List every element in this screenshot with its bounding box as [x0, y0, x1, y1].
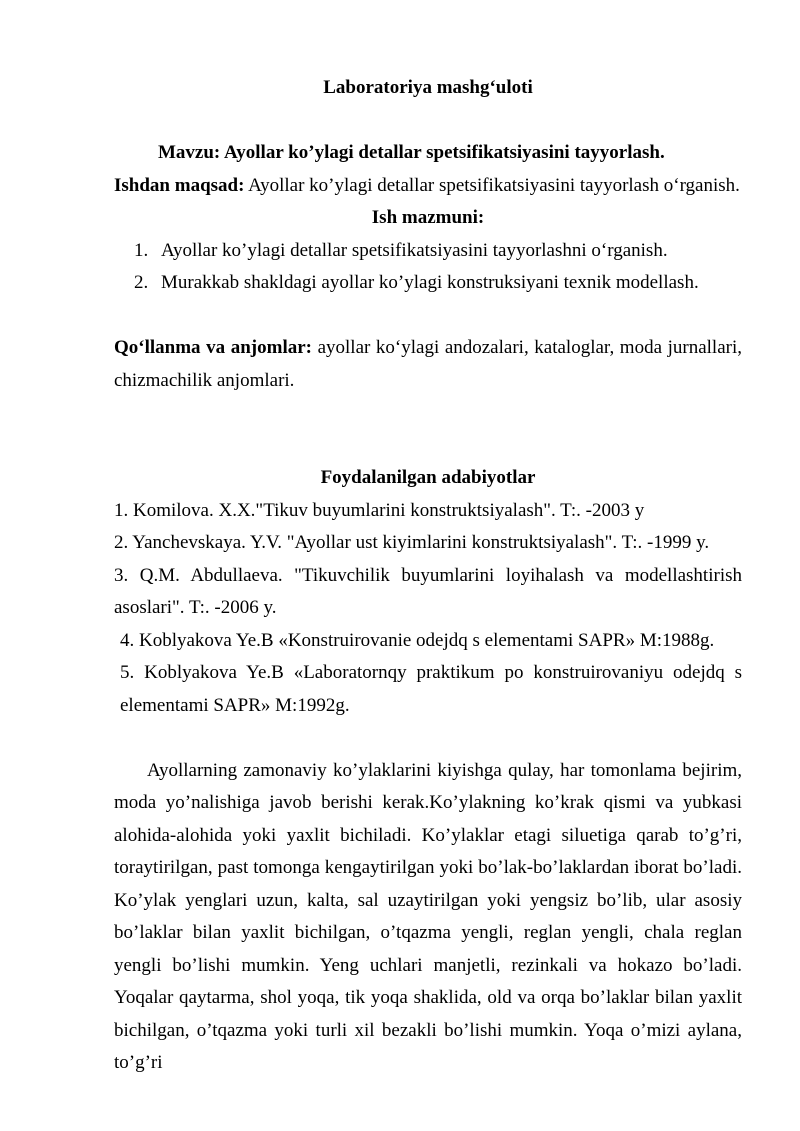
- goal-text: Ayollar ko’ylagi detallar spetsifikatsiyasini tayyorlash o‘rganish.: [244, 174, 740, 196]
- content-heading: Ish mazmuni:: [371, 207, 485, 228]
- topic-label: Mavzu:: [158, 142, 221, 163]
- reference-item-2: 2. Yanchevskaya. Y.V. "Ayollar ust kiyimlarini konstruktsiyalash". T:. -1999 y.: [114, 532, 710, 553]
- reference-item-3: 3. Q.M. Abdullaeva. "Tikuvchilik buyumlarini loyihalash va modellashtirish asoslari". T:. -2006 y.: [114, 564, 742, 618]
- reference-item-1: 1. Komilova. X.X."Tikuv buyumlarini konstruktsiyalash". T:. -2003 y: [114, 499, 645, 521]
- goal-line: [114, 170, 742, 203]
- blank-line: [114, 397, 742, 430]
- content-item-2: [114, 267, 742, 300]
- references-heading: Foydalanilgan adabiyotlar: [320, 467, 536, 488]
- content-item-1-text: Ayollar ko’ylagi detallar spetsifikatsiyasini tayyorlashni o‘rganish.: [161, 239, 668, 261]
- content-item-1: [114, 235, 742, 268]
- blank-line: [114, 300, 742, 333]
- page-title: Laboratoriya mashg‘uloti: [323, 77, 533, 98]
- body-paragraph: Ayollarning zamonaviy ko’ylaklarini kiyishga qulay, har tomonlama bejirim, moda yo’nalishiga javob berishi kerak.Ko’ylakning ko’krak qismi va yubkasi alohida-alohida yoki yaxlit bichiladi. Ko’ylaklar etagi siluetiga qarab to’g’ri, toraytirilgan, past tomonga kengaytirilgan yoki bo’lak-bo’laklardan iborat bo’ladi. Ko’ylak yenglari uzun, kalta, sal uzaytirilgan yoki yengsiz bo’lib, ular asosiy bo’laklar bilan yaxlit bichilgan, o’tqazma yengli, reglan yengli, chala reglan yengli bo’lishi mumkin. Yeng uchlari manjetli, rezinkali va hokazo bo’ladi. Yoqalar qaytarma, shol yoqa, tik yoqa shaklida, old va orqa bo’laklar bilan yaxlit bichilgan, o’tqazma yoki turli xil bezakli bo’lishi mumkin. Yoqa o’mizi aylana, to’g’ri: [114, 759, 742, 1073]
- blank-line: [114, 105, 742, 138]
- reference-item-5: 5. Koblyakova Ye.B «Laboratornqy praktikum po konstruirovaniyu odejdq s elementami SAPR» M:1992g.: [120, 662, 742, 716]
- goal-label: Ishdan maqsad:: [114, 174, 245, 196]
- blank-line: [114, 430, 742, 463]
- content-item-1-number: 1.: [134, 239, 149, 261]
- reference-item-4: 4. Koblyakova Ye.B «Konstruirovanie odejdq s elementami SAPR» M:1988g.: [120, 629, 715, 651]
- topic-line: [114, 137, 742, 170]
- topic-text: Ayollar ko’ylagi detallar spetsifikatsiyasini tayyorlash.: [220, 142, 665, 163]
- tools-paragraph: [114, 332, 742, 397]
- content-item-2-number: 2.: [134, 272, 149, 293]
- content-item-2-text: Murakkab shakldagi ayollar ko’ylagi konstruksiyani texnik modellash.: [161, 272, 699, 293]
- blank-line: [114, 722, 742, 755]
- tools-text: ayollar ko‘ylagi andozalari, kataloglar, moda jurnallari, chizmachilik anjomlari.: [114, 337, 742, 391]
- tools-label: Qo‘llanma va anjomlar:: [114, 337, 312, 358]
